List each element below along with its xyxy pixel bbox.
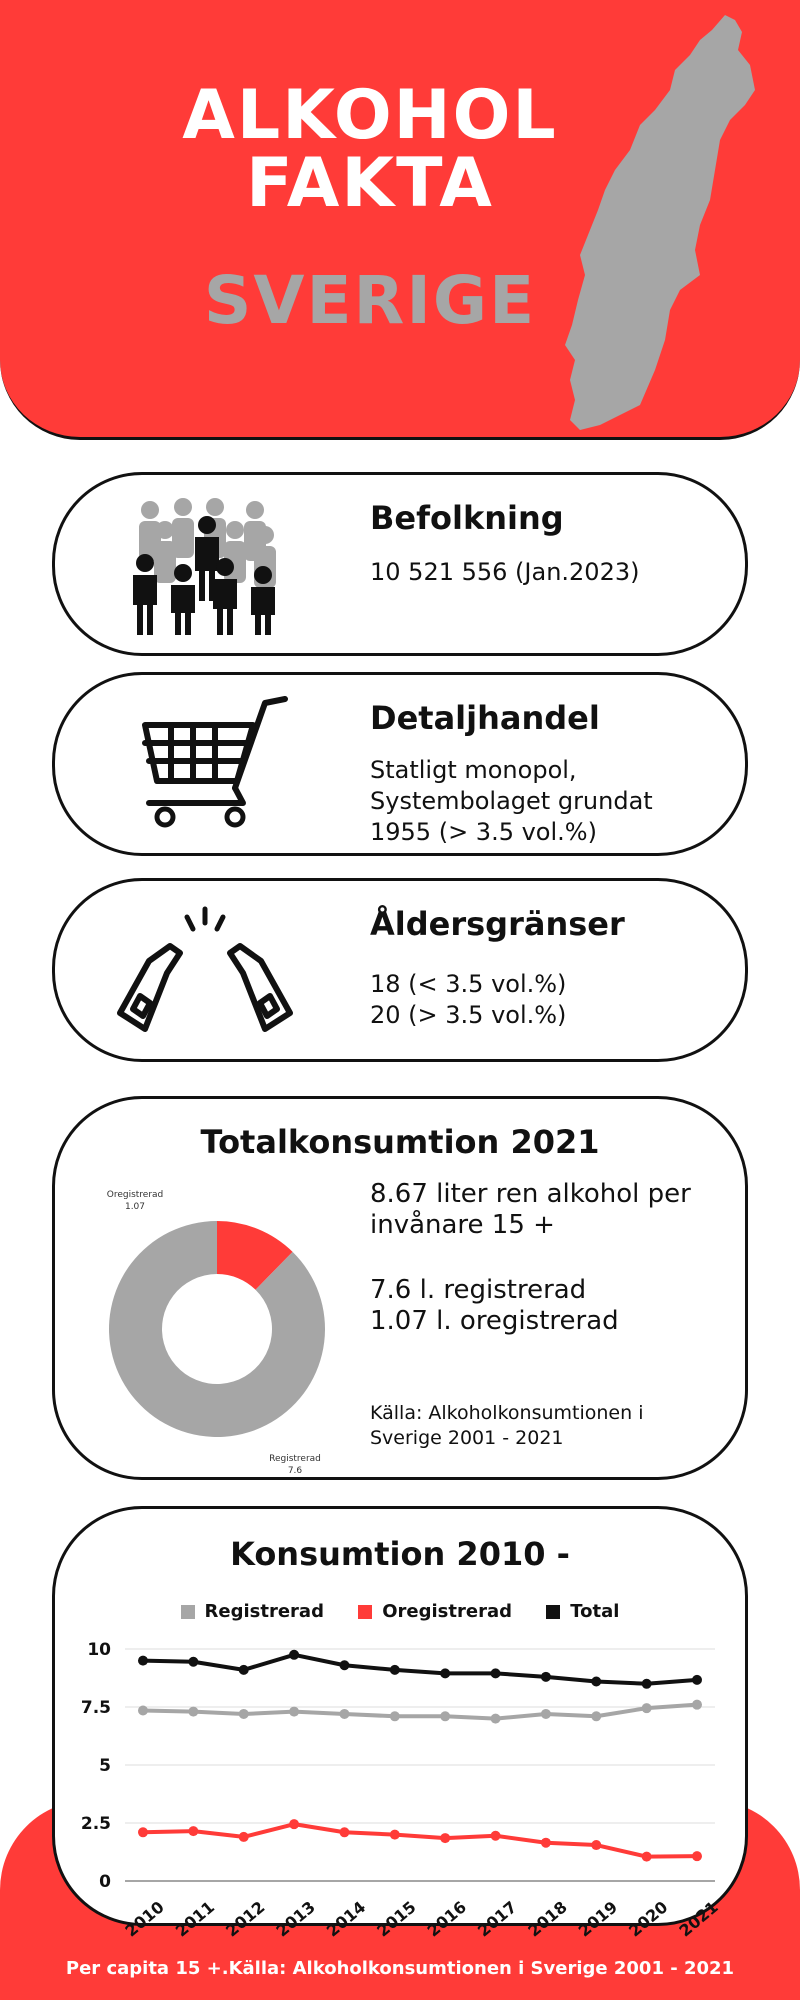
- data-point-oregistrerad: [239, 1832, 249, 1842]
- data-point-total: [138, 1656, 148, 1666]
- x-tick-label: 2015: [373, 1897, 420, 1941]
- total-text-line-1: 8.67 liter ren alkohol per: [370, 1179, 691, 1209]
- retail-line-1: Statligt monopol,: [370, 756, 577, 784]
- y-tick-label: 0: [99, 1872, 111, 1892]
- population-value: 10 521 556 (Jan.2023): [370, 558, 640, 586]
- data-point-registrerad: [188, 1707, 198, 1717]
- people-group-icon: [115, 495, 295, 635]
- data-point-total: [541, 1672, 551, 1682]
- y-tick-label: 5: [99, 1756, 111, 1776]
- donut-label-oregistrerad: Oregistrerad: [106, 1190, 164, 1200]
- line-chart: [55, 1629, 745, 1941]
- data-point-registrerad: [692, 1700, 702, 1710]
- data-point-oregistrerad: [491, 1831, 501, 1841]
- x-tick-label: 2012: [222, 1897, 269, 1941]
- data-point-total: [289, 1650, 299, 1660]
- subtitle: SVERIGE: [203, 262, 537, 339]
- sweden-map-icon: [560, 10, 780, 430]
- x-tick-label: 2010: [121, 1897, 168, 1941]
- retail-line-3: 1955 (> 3.5 vol.%): [370, 818, 597, 846]
- data-point-registrerad: [591, 1711, 601, 1721]
- data-point-total: [440, 1668, 450, 1678]
- y-tick-label: 7.5: [80, 1698, 111, 1718]
- y-tick-label: 10: [87, 1640, 111, 1660]
- data-point-oregistrerad: [138, 1827, 148, 1837]
- x-tick-label: 2013: [272, 1897, 319, 1941]
- legend-unregistered: [358, 1601, 512, 1622]
- population-card: [52, 472, 748, 656]
- legend-swatch-registered: [181, 1605, 195, 1619]
- age-limit-line-2: 20 (> 3.5 vol.%): [370, 1001, 567, 1029]
- data-point-registrerad: [138, 1705, 148, 1715]
- legend-swatch-total: [546, 1605, 560, 1619]
- data-point-oregistrerad: [188, 1826, 198, 1836]
- data-point-registrerad: [239, 1709, 249, 1719]
- trend-title: Konsumtion 2010 -: [230, 1535, 570, 1573]
- donut-value-registrerad: 7.6: [287, 1466, 303, 1476]
- series-line-oregistrerad: [143, 1824, 697, 1856]
- data-point-oregistrerad: [390, 1830, 400, 1840]
- series-line-total: [143, 1655, 697, 1684]
- data-point-registrerad: [440, 1711, 450, 1721]
- data-point-registrerad: [339, 1709, 349, 1719]
- header-banner: [0, 0, 800, 440]
- donut-slice-registrerad: [109, 1221, 325, 1437]
- legend-swatch-unregistered: [358, 1605, 372, 1619]
- data-point-oregistrerad: [541, 1838, 551, 1848]
- legend-label-registered: Registrerad: [204, 1601, 324, 1622]
- data-point-total: [339, 1660, 349, 1670]
- x-tick-label: 2021: [675, 1897, 722, 1941]
- footer-source-text: Per capita 15 +.Källa: Alkoholkonsumtionen i Sverige 2001 - 2021: [65, 1958, 735, 1979]
- donut-chart: [95, 1189, 335, 1476]
- total-text-line-2: invånare 15 +: [370, 1210, 555, 1240]
- shopping-cart-icon: [135, 693, 295, 833]
- total-consumption-title: Totalkonsumtion 2021: [200, 1123, 600, 1161]
- donut-value-oregistrerad: 1.07: [124, 1202, 146, 1212]
- clinking-bottles-icon: [115, 901, 295, 1041]
- x-tick-label: 2020: [625, 1897, 672, 1941]
- data-point-oregistrerad: [289, 1819, 299, 1829]
- data-point-registrerad: [541, 1709, 551, 1719]
- x-tick-label: 2016: [423, 1897, 470, 1941]
- data-point-registrerad: [642, 1703, 652, 1713]
- data-point-oregistrerad: [339, 1827, 349, 1837]
- x-tick-label: 2014: [322, 1897, 370, 1941]
- data-point-registrerad: [491, 1714, 501, 1724]
- data-point-oregistrerad: [642, 1852, 652, 1862]
- data-point-oregistrerad: [440, 1833, 450, 1843]
- data-point-total: [642, 1679, 652, 1689]
- source-line-2: Sverige 2001 - 2021: [370, 1427, 564, 1449]
- data-point-oregistrerad: [692, 1851, 702, 1861]
- data-point-total: [491, 1668, 501, 1678]
- data-point-total: [390, 1665, 400, 1675]
- x-tick-label: 2018: [524, 1897, 571, 1941]
- total-consumption-card: [52, 1096, 748, 1480]
- source-line-1: Källa: Alkoholkonsumtionen i: [370, 1402, 644, 1424]
- title-line-2: FAKTA: [246, 144, 494, 223]
- legend-registered: [181, 1601, 324, 1622]
- legend-label-unregistered: Oregistrerad: [382, 1601, 512, 1622]
- data-point-registrerad: [289, 1707, 299, 1717]
- age-limit-card: [52, 878, 748, 1062]
- retail-line-2: Systembolaget grundat: [370, 787, 653, 815]
- trend-card: [52, 1506, 748, 1941]
- x-tick-label: 2019: [574, 1897, 622, 1941]
- population-title: Befolkning: [370, 499, 564, 537]
- retail-card: [52, 672, 748, 856]
- legend-label-total: Total: [570, 1601, 620, 1622]
- y-tick-label: 2.5: [80, 1814, 111, 1834]
- age-limit-title: Åldersgränser: [370, 905, 625, 943]
- data-point-total: [239, 1665, 249, 1675]
- registered-text: 7.6 l. registrerad: [370, 1275, 587, 1305]
- data-point-total: [591, 1676, 601, 1686]
- chart-legend: [55, 1601, 745, 1624]
- x-tick-label: 2011: [171, 1897, 219, 1941]
- data-point-oregistrerad: [591, 1840, 601, 1850]
- title-line-1: ALKOHOL: [182, 76, 558, 155]
- data-point-registrerad: [390, 1711, 400, 1721]
- donut-label-registrerad: Registrerad: [269, 1454, 321, 1464]
- data-point-total: [692, 1675, 702, 1685]
- legend-total: [546, 1601, 619, 1622]
- unregistered-text: 1.07 l. oregistrerad: [370, 1306, 619, 1336]
- age-limit-line-1: 18 (< 3.5 vol.%): [370, 970, 567, 998]
- data-point-total: [188, 1657, 198, 1667]
- retail-title: Detaljhandel: [370, 699, 600, 737]
- x-tick-label: 2017: [473, 1897, 521, 1941]
